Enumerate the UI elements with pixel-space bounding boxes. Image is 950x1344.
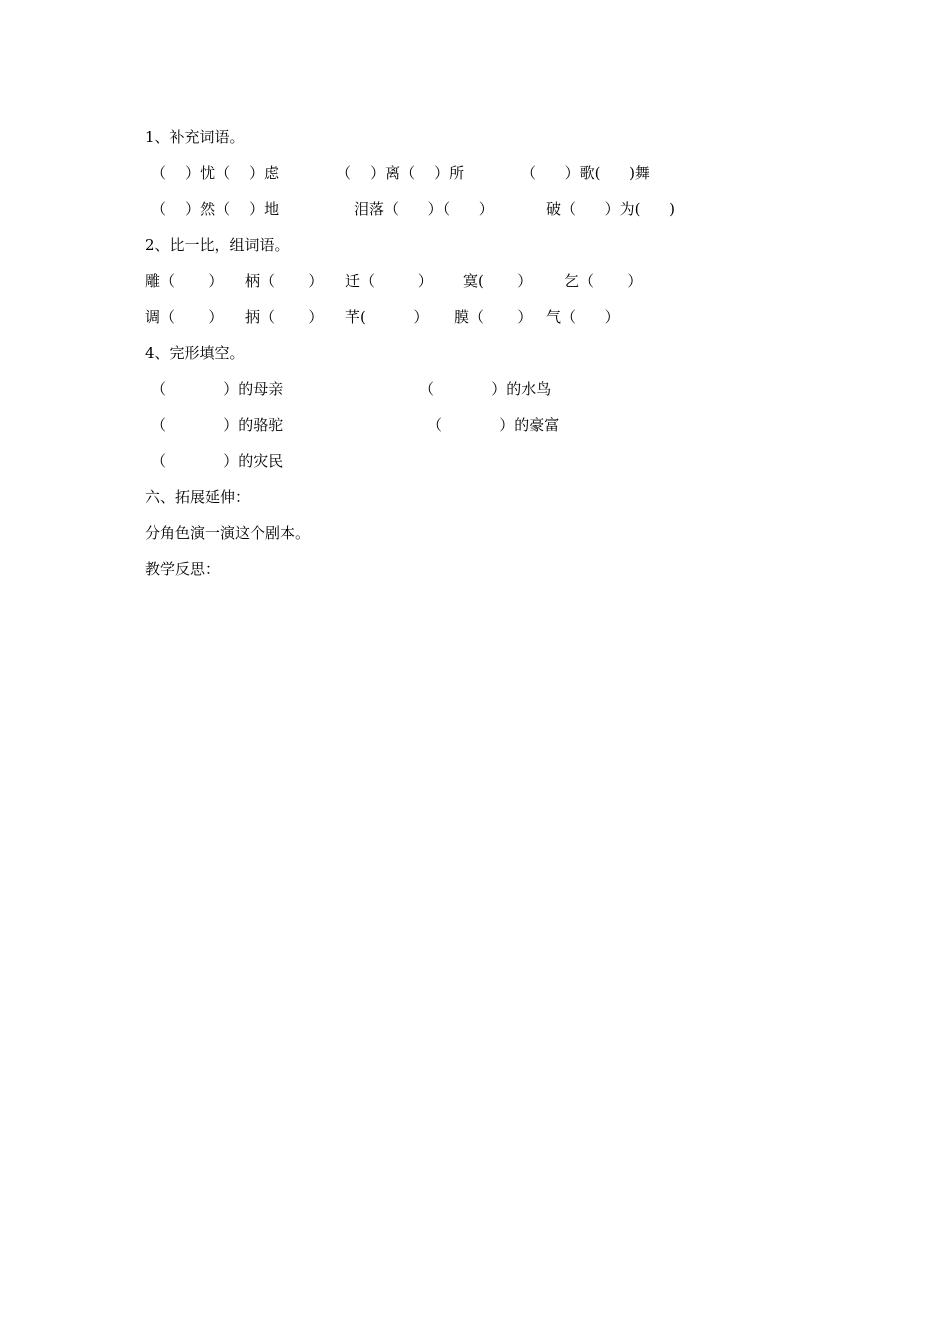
- word-item: 迁（ ）: [345, 272, 433, 290]
- section-heading-4: 4、完形填空。: [145, 344, 245, 362]
- fill-row: [145, 199, 675, 219]
- word-item: 柄（ ）: [245, 272, 324, 290]
- fill-item: （ ）歌( )舞: [521, 164, 650, 182]
- section-heading-1: 1、补充词语。: [145, 128, 245, 146]
- word-row: [145, 307, 620, 327]
- word-item: 调（ ）: [145, 308, 224, 326]
- cloze-item: （ ）的母亲: [151, 380, 284, 398]
- word-item: 膜（ ）: [454, 308, 533, 326]
- word-item: 乞（ ）: [564, 272, 643, 290]
- word-item: 雕（ ）: [145, 272, 224, 290]
- section-heading-2: 2、比一比，组词语。: [145, 236, 290, 254]
- cloze-row: [145, 415, 560, 435]
- word-item: 气（ ）: [546, 308, 620, 326]
- fill-item: （ ）离（ ）所: [336, 164, 465, 182]
- cloze-item: （ ）的灾民: [151, 452, 284, 470]
- fill-item: （ ）忧（ ）虑: [151, 164, 280, 182]
- reflection-heading: 教学反思：: [145, 560, 221, 578]
- fill-row: [145, 163, 650, 183]
- extension-text: 分角色演一演这个剧本。: [145, 524, 311, 542]
- word-row: [145, 271, 643, 291]
- word-item: 寞( ）: [463, 272, 533, 290]
- cloze-row: [145, 451, 284, 471]
- word-item: 抦（ ）: [245, 308, 324, 326]
- word-item: 芊( ）: [345, 308, 429, 326]
- cloze-item: （ ）的水鸟: [419, 380, 552, 398]
- fill-item: 泪落（ ）（ ）: [354, 200, 494, 218]
- cloze-row: [145, 379, 552, 399]
- cloze-item: （ ）的豪富: [427, 416, 560, 434]
- fill-item: 破（ ）为( ): [546, 200, 675, 218]
- cloze-item: （ ）的骆驼: [151, 416, 284, 434]
- fill-item: （ ）然（ ）地: [151, 200, 280, 218]
- extension-heading: 六、拓展延伸：: [145, 488, 251, 506]
